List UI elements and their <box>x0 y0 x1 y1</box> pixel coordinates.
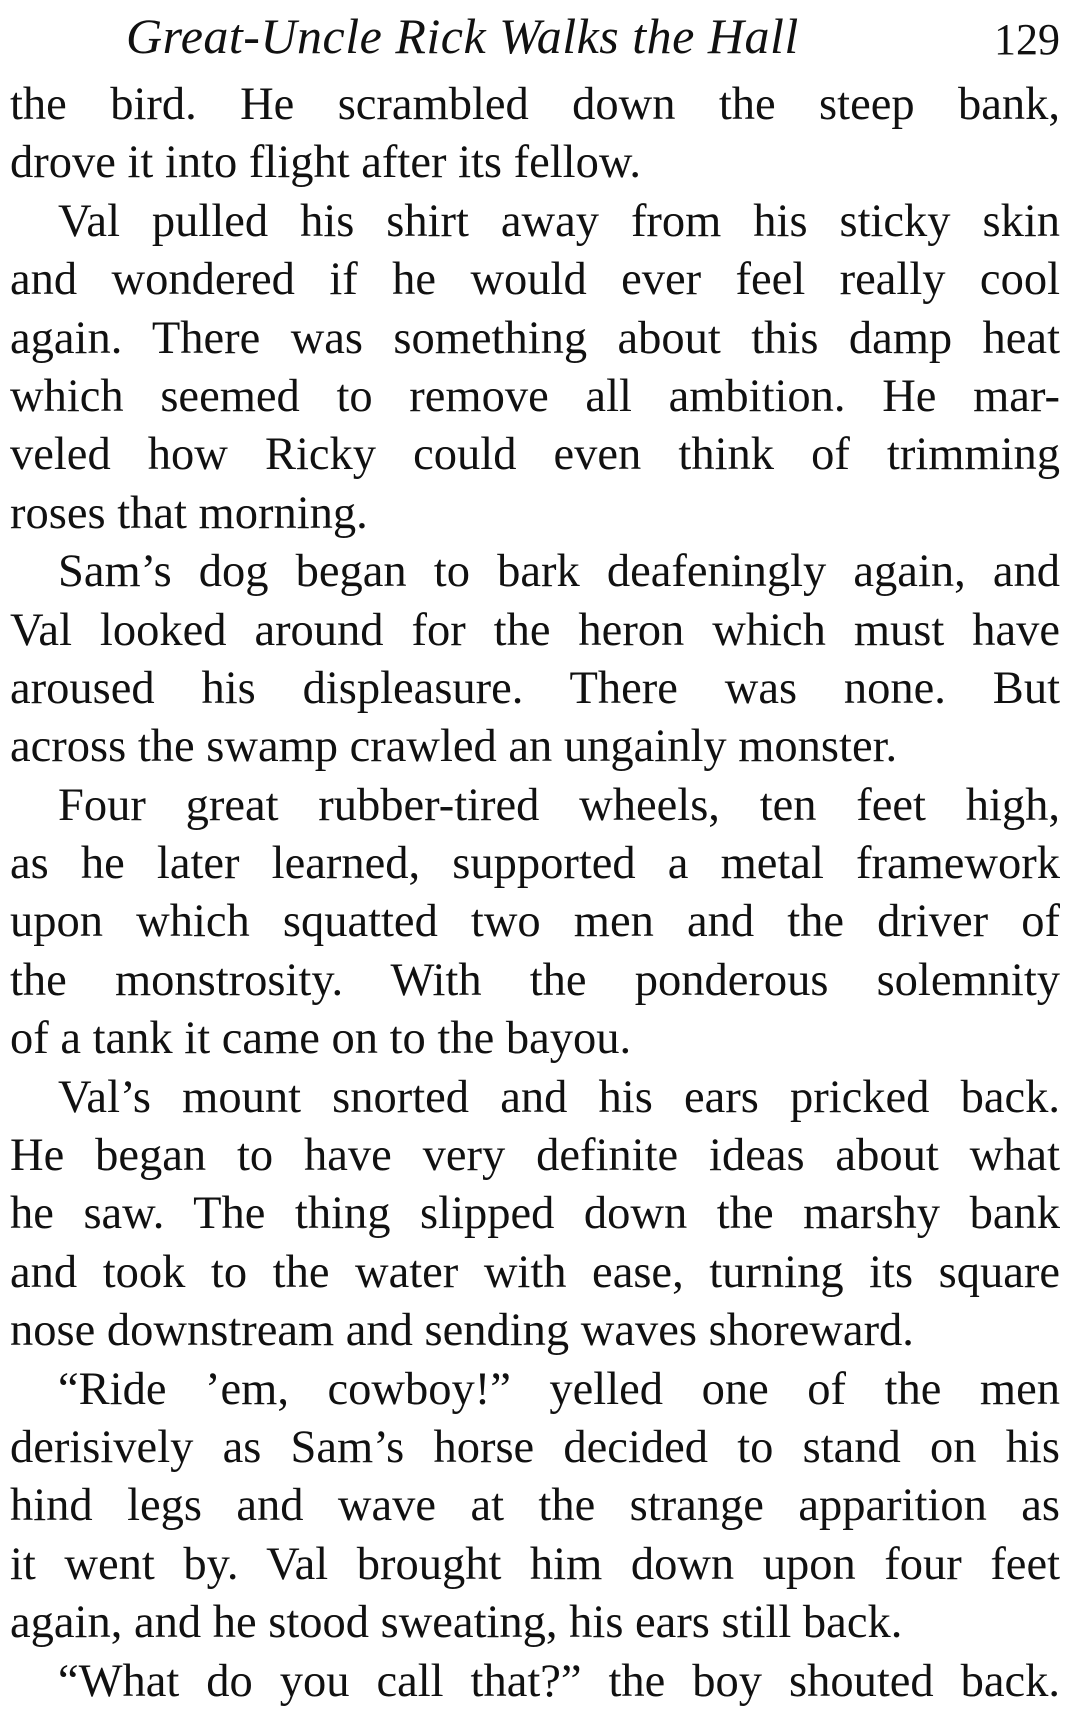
text-line: aroused his displeasure. There was none. But <box>10 662 1060 714</box>
text-line: of a tank it came on to the bayou. <box>10 1013 632 1065</box>
text-line: Sam’s dog began to bark deafeningly again, and <box>58 546 1060 598</box>
text-line: across the swamp crawled an ungainly monster. <box>10 721 898 773</box>
text-line: Val’s mount snorted and his ears pricked back. <box>58 1071 1060 1123</box>
body-text <box>10 76 1060 1711</box>
page-number: 129 <box>994 15 1060 64</box>
text-line: upon which squatted two men and the driver of <box>10 896 1060 948</box>
text-line: roses that morning. <box>10 487 368 539</box>
text-line: the bird. He scrambled down the steep bank, <box>10 79 1060 130</box>
text-line: derisively as Sam’s horse decided to stand on his <box>10 1421 1060 1473</box>
running-title: Great-Uncle Rick Walks the Hall <box>126 8 799 64</box>
text-line: it went by. Val brought him down upon four feet <box>10 1538 1060 1590</box>
text-line: Four great rubber-tired wheels, ten feet high, <box>58 779 1060 831</box>
text-line: as he later learned, supported a metal framework <box>10 838 1060 890</box>
text-line: again. There was something about this damp heat <box>10 312 1060 364</box>
text-line: nose downstream and sending waves shoreward. <box>10 1305 914 1357</box>
text-line: Val pulled his shirt away from his sticky skin <box>58 195 1060 247</box>
text-line: “What do you call that?” the boy shouted back. <box>58 1655 1060 1707</box>
text-line: which seemed to remove all ambition. He mar- <box>10 370 1060 422</box>
text-line: He began to have very definite ideas about what <box>10 1130 1060 1182</box>
text-line: drove it into flight after its fellow. <box>10 137 642 189</box>
text-line: the monstrosity. With the ponderous solemnity <box>10 954 1060 1006</box>
text-line: he saw. The thing slipped down the marshy bank <box>10 1188 1060 1240</box>
text-line: veled how Ricky could even think of trimming <box>10 429 1060 481</box>
text-line: hind legs and wave at the strange apparition as <box>10 1480 1060 1532</box>
running-header <box>126 6 1060 66</box>
text-line: and wondered if he would ever feel really cool <box>10 254 1060 306</box>
text-line: “Ride ’em, cowboy!” yelled one of the men <box>58 1363 1060 1415</box>
text-line: and took to the water with ease, turning its square <box>10 1246 1060 1298</box>
text-line: Val looked around for the heron which must have <box>10 604 1060 656</box>
text-line: again, and he stood sweating, his ears still back. <box>10 1597 903 1649</box>
